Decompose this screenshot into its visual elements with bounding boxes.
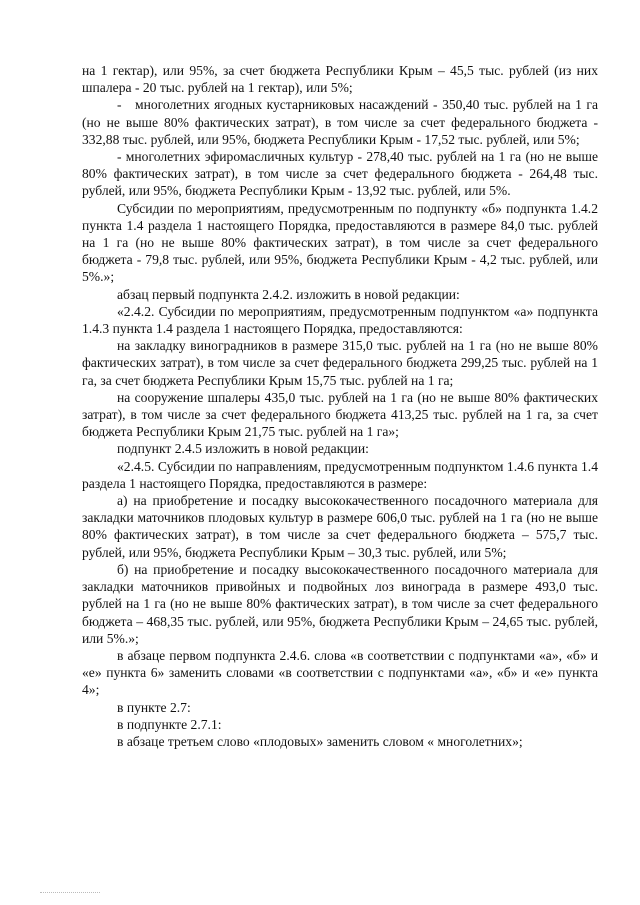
paragraph: в абзаце третьем слово «плодовых» заменить словом « многолетних»;: [117, 733, 523, 749]
paragraph: в пункте 2.7:: [117, 699, 191, 715]
paragraph: - многолетних эфиромасличных культур - 278,40 тыс. рублей на 1 га (но не выше 80% фактических затрат), в том числе за счет федерального бюджета - 264,48 тыс. рублей, или 95%, бюджета Республики Крым - 13,92 тыс. рублей, или 5%.: [82, 149, 598, 199]
paragraph: на закладку виноградников в размере 315,0 тыс. рублей на 1 га (но не выше 80% фактических затрат), в том числе за счет федерального бюджета 299,25 тыс. рублей на 1 га, за счет бюджета Республики Крым 15,75 тыс. рублей на 1 га;: [82, 338, 598, 388]
paragraph: в подпункте 2.7.1:: [117, 716, 222, 732]
paragraph: а) на приобретение и посадку высококачественного посадочного материала для закладки маточников плодовых культур в размере 606,0 тыс. рублей на 1 га (но не выше 80% фактических затрат), в том числе за счет федерального бюджета – 575,7 тыс. рублей, или 95%, бюджета Республики Крым – 30,3 тыс. рублей, или 5%;: [82, 493, 598, 560]
paragraph: б) на приобретение и посадку высококачественного посадочного материала для закладки маточников привойных и подвойных лоз винограда в размере 493,0 тыс. рублей на 1 га (но не выше 80% фактических затрат), в том числе за счет федерального бюджета – 468,35 тыс. рублей, или 95%, бюджета Республики Крым – 24,65 тыс. рублей, или 5%.»;: [82, 561, 598, 646]
paragraph: «2.4.2. Субсидии по мероприятиям, предусмотренным подпунктом «а» подпункта 1.4.3 пункта 1.4 раздела 1 настоящего Порядка, предоставляются:: [82, 303, 598, 337]
paragraph: подпункт 2.4.5 изложить в новой редакции:: [117, 441, 369, 457]
paragraph: на 1 гектар), или 95%, за счет бюджета Республики Крым – 45,5 тыс. рублей (из них шпалера - 20 тыс. рублей на 1 гектар), или 5%;: [82, 63, 598, 96]
paragraph: - многолетних ягодных кустарниковых насаждений - 350,40 тыс. рублей на 1 га (но не выше 80% фактических затрат), в том числе за счет федерального бюджета - 332,88 тыс. рублей, или 95%, бюджета Республики Крым - 17,52 тыс. рублей, или 5%;: [82, 97, 598, 147]
paragraph: абзац первый подпункта 2.4.2. изложить в новой редакции:: [117, 286, 460, 302]
paragraph: в абзаце первом подпункта 2.4.6. слова «в соответствии с подпунктами «а», «б» и «е» пункта 6» заменить словами «в соответствии с подпунктами «а», «б» и «е» пункта 4»;: [82, 647, 598, 698]
paragraph: Субсидии по мероприятиям, предусмотренным по подпункту «б» подпункта 1.4.2 пункта 1.4 раздела 1 настоящего Порядка, предоставляются в размере 84,0 тыс. рублей на 1 га (но не выше 80% фактических затрат), в том числе за счет федерального бюджета - 79,8 тыс. рублей, или 95%, бюджета Республики Крым - 4,2 тыс. рублей, или 5%.»;: [82, 200, 598, 285]
scan-artifact: [40, 892, 100, 895]
paragraph: на сооружение шпалеры 435,0 тыс. рублей на 1 га (но не выше 80% фактических затрат), в том числе за счет федерального бюджета 413,25 тыс. рублей на 1 га, за счет бюджета Республики Крым 21,75 тыс. рублей на 1 га»;: [82, 389, 598, 440]
document-body: [82, 62, 598, 750]
paragraph: «2.4.5. Субсидии по направлениям, предусмотренным подпунктом 1.4.6 пункта 1.4 раздела 1 настоящего Порядка, предоставляются в размере:: [82, 458, 598, 491]
